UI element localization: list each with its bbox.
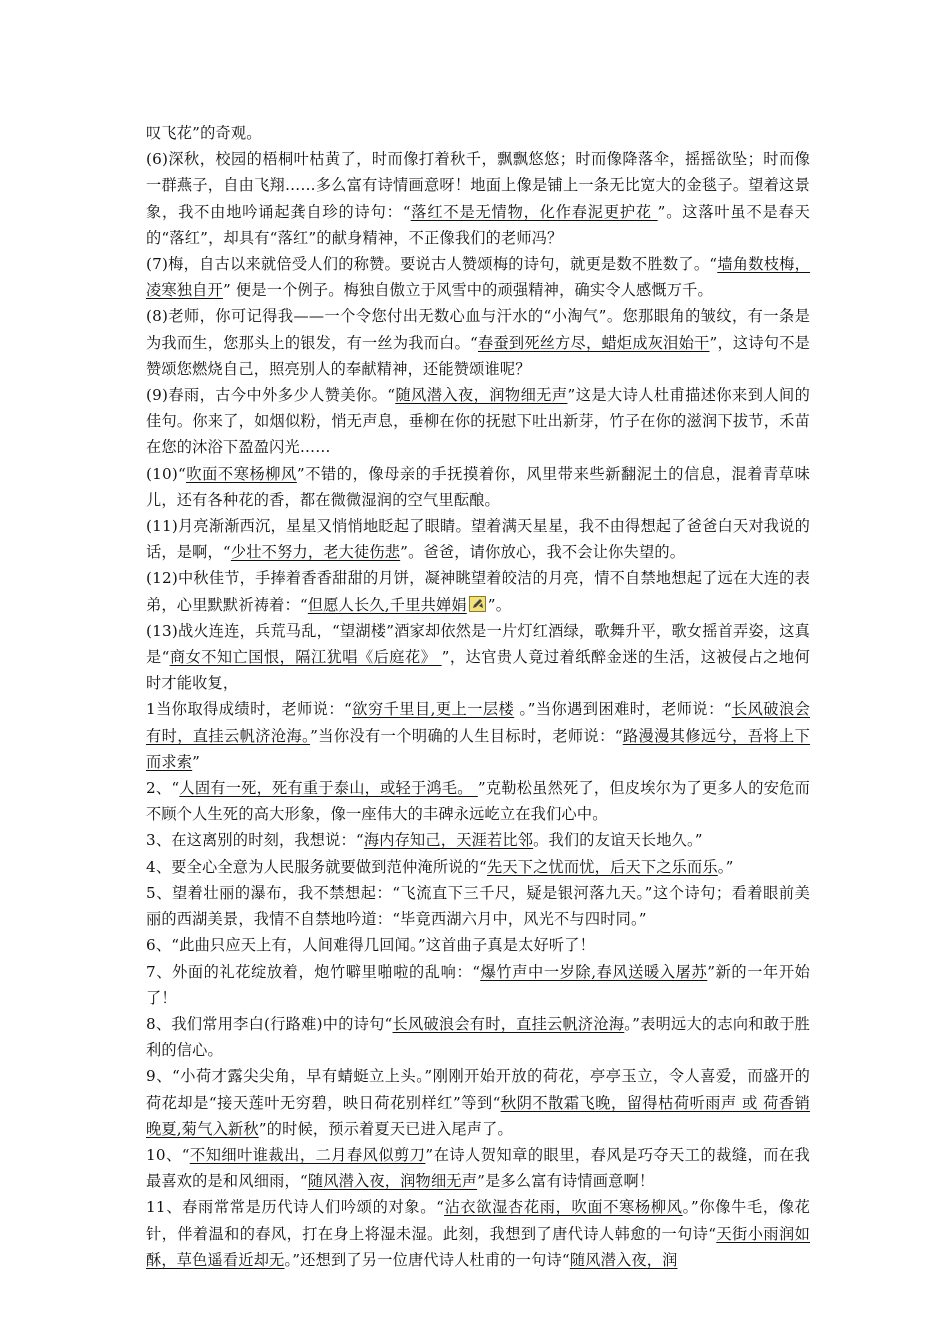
paragraph-q11 bbox=[146, 1194, 810, 1273]
text-run: 1当你取得成绩时，老师说：“ bbox=[146, 700, 353, 719]
document-page bbox=[146, 120, 810, 1273]
underlined-quote: 先天下之忧而忧，后天下之乐而乐 bbox=[486, 857, 718, 876]
text-run: 。”你像牛毛，像花针，伴着温和的春风，打在身上将湿未湿。此刻，我想到了唐代诗人韩愈的一句诗“ bbox=[146, 1198, 811, 1243]
text-run: (10)“ bbox=[146, 464, 186, 483]
underlined-quote: 墙角数枝梅，凌寒独自开 bbox=[146, 255, 811, 300]
text-run: 叹飞花”的奇观。 bbox=[146, 124, 262, 142]
paragraph-q2 bbox=[146, 775, 810, 827]
text-run: (6)深秋，校园的梧桐叶枯黄了，时而像打着秋千，飘飘悠悠；时而像降落伞，摇摇欲坠；时而像一群燕子，自由飞翔……多么富有诗情画意呀！地面上像是铺上一条无比宽大的金毯子。望着这景象，我不由地吟诵起龚自珍的诗句：“ bbox=[146, 150, 810, 221]
underlined-quote: 长风破浪会有时，直挂云帆济沧海 bbox=[392, 1014, 625, 1033]
paragraph-q5 bbox=[146, 880, 810, 932]
underlined-quote: 海内存知己，天涯若比邻 bbox=[363, 831, 534, 850]
paragraph-q1 bbox=[146, 696, 810, 775]
text-run: ”当你没有一个明确的人生目标时，老师说：“ bbox=[310, 726, 623, 745]
text-run: ”的时候，预示着夏天已进入尾声了。 bbox=[258, 1119, 513, 1138]
underlined-quote: 秋阴不散霜飞晚，留得枯荷听雨声 或 荷香销晚夏,菊气入新秋 bbox=[146, 1093, 811, 1138]
text-run: 4、要全心全意为人民服务就要做到范仲淹所说的“ bbox=[146, 857, 487, 876]
text-run: ”。 bbox=[487, 595, 512, 614]
paragraph-p9 bbox=[146, 382, 810, 461]
text-run: 6、“此曲只应天上有，人间难得几回闻。”这首曲子真是太好听了！ bbox=[146, 936, 596, 955]
paragraph-q4 bbox=[146, 854, 810, 880]
paragraph-p6 bbox=[146, 146, 810, 251]
text-run: 3、在这离别的时刻，我想说：“ bbox=[146, 831, 364, 850]
underlined-quote: 商女不知亡国恨，隔江犹唱《后庭花》 bbox=[169, 648, 442, 667]
underlined-quote: 不知细叶谁裁出，二月春风似剪刀 bbox=[189, 1145, 426, 1164]
text-run: 7、外面的礼花绽放着，炮竹噼里啪啦的乱响：“ bbox=[146, 962, 481, 981]
text-run: (12)中秋佳节，手捧着香香甜甜的月饼，凝神眺望着皎洁的月亮，情不自禁地想起了远在大连的表弟，心里默默祈祷着：“ bbox=[146, 569, 810, 614]
text-run: ”。这落叶虽不是春天的“落红”，却具有“落红”的献身精神，不正像我们的老师冯？ bbox=[146, 202, 810, 247]
underlined-quote: 随风潜入夜，润物细无声 bbox=[307, 1172, 478, 1191]
text-run: ” 便是一个例子。梅独自傲立于风雪中的顽强精神，确实令人感慨万千。 bbox=[222, 281, 713, 300]
paragraph-p7 bbox=[146, 251, 810, 303]
paragraph-p10 bbox=[146, 461, 810, 513]
text-run: (7)梅，自古以来就倍受人们的称赞。要说古人赞颂梅的诗句，就更是数不胜数了。“ bbox=[146, 255, 718, 274]
text-run: 。我们的友谊天长地久。” bbox=[533, 831, 703, 850]
paragraph-q7 bbox=[146, 959, 810, 1011]
paragraph-p0 bbox=[146, 120, 810, 146]
underlined-quote: 天街小雨润如酥，草色遥看近却无 bbox=[146, 1224, 810, 1269]
paragraph-q3 bbox=[146, 827, 810, 853]
text-run: ”，达官贵人竟过着纸醉金迷的生活，这被侵占之地何时才能收复， bbox=[146, 648, 810, 693]
text-run: ” bbox=[192, 752, 201, 771]
text-run: ”这是大诗人杜甫描述你来到人间的佳句。你来了，如烟似粉，悄无声息，垂柳在你的抚慰下吐出新芽，竹子在你的滋润下拔节，禾苗在您的沐浴下盈盈闪光…… bbox=[146, 386, 810, 457]
edit-icon[interactable] bbox=[469, 596, 486, 612]
underlined-quote: 少壮不努力，老大徒伤悲 bbox=[230, 543, 401, 562]
text-run: ”。爸爸，请你放心，我不会让你失望的。 bbox=[400, 543, 686, 562]
text-run: ”新的一年开始了！ bbox=[146, 962, 811, 1007]
text-run: 。”还想到了另一位唐代诗人杜甫的一句诗“ bbox=[284, 1250, 570, 1269]
text-run: ”在诗人贺知章的眼里，春风是巧夺天工的裁缝，而在我最喜欢的是和风细雨，“ bbox=[146, 1145, 811, 1191]
underlined-quote: 路漫漫其修远兮，吾将上下而求索 bbox=[146, 726, 810, 771]
text-run: 5、望着壮丽的瀑布，我不禁想起：“飞流直下三千尺，疑是银河落九天。”这个诗句；看着眼前美丽的西湖美景，我情不自禁地吟道：“毕竟西湖六月中，风光不与四时同。” bbox=[146, 883, 810, 929]
underlined-quote: 落红不是无情物，化作春泥更护花 bbox=[410, 202, 658, 221]
paragraph-p8 bbox=[146, 303, 810, 382]
underlined-quote: 但愿人长久,千里共婵娟 bbox=[307, 595, 467, 614]
text-run: 10、“ bbox=[146, 1145, 190, 1164]
underlined-quote: 吹面不寒杨柳风 bbox=[185, 464, 297, 483]
text-run: 9、“小荷才露尖尖角，早有蜻蜓立上头。”刚刚开始开放的荷花，亭亭玉立，令人喜爱，而盛开的荷花却是“接天莲叶无穷碧，映日荷花别样红”等到“ bbox=[146, 1067, 810, 1112]
text-run: ”克勒松虽然死了，但皮埃尔为了更多人的安危而不顾个人生死的高大形象，像一座伟大的丰碑永远屹立在我们心中。 bbox=[146, 779, 811, 824]
text-run: 2、“ bbox=[146, 779, 180, 798]
text-run: 。” bbox=[717, 857, 734, 876]
underlined-quote: 长风破浪会有时，直挂云帆济沧海。 bbox=[146, 700, 811, 745]
underlined-quote: 爆竹声中一岁除,春风送暖入屠苏 bbox=[480, 962, 708, 981]
paragraph-p12 bbox=[146, 565, 810, 617]
text-run: (13)战火连连，兵荒马乱，“望湖楼”酒家却依然是一片灯红酒绿，歌舞升平，歌女摇首弄姿，这真是“ bbox=[146, 621, 810, 667]
text-run: 8、我们常用李白(行路难)中的诗句“ bbox=[146, 1014, 393, 1033]
text-run: 。”当你遇到困难时，老师说：“ bbox=[514, 700, 732, 719]
paragraph-q10 bbox=[146, 1142, 810, 1194]
text-run: ”是多么富有诗情画意啊！ bbox=[477, 1172, 655, 1191]
paragraph-p13 bbox=[146, 618, 810, 697]
paragraph-q9 bbox=[146, 1063, 810, 1142]
underlined-quote: 随风潜入夜，润物细无声 bbox=[395, 386, 568, 405]
text-run: (8)老师，你可记得我——一个令您付出无数心血与汗水的“小淘气”。您那眼角的皱纹，有一条是为我而生，您那头上的银发，有一丝为我而白。“ bbox=[146, 307, 810, 352]
underlined-quote: 人固有一死，死有重于泰山，或轻于鸿毛。 bbox=[179, 779, 478, 798]
text-run: (11)月亮渐渐西沉，星星又悄悄地眨起了眼睛。望着满天星星，我不由得想起了爸爸白天对我说的话，是啊，“ bbox=[146, 517, 810, 562]
underlined-quote: 随风潜入夜，润 bbox=[569, 1250, 678, 1269]
text-run: ”不错的，像母亲的手抚摸着你，风里带来些新翻泥土的信息，混着青草味儿，还有各种花的香，都在微微湿润的空气里酝酿。 bbox=[146, 464, 810, 509]
text-run: ”，这诗句不是赞颂您燃烧自己，照亮别人的奉献精神，还能赞颂谁呢？ bbox=[146, 333, 811, 378]
underlined-quote: 沾衣欲湿杏花雨，吹面不寒杨柳风 bbox=[444, 1198, 683, 1217]
paragraph-q8 bbox=[146, 1011, 810, 1063]
paragraph-p11 bbox=[146, 513, 810, 565]
text-run: 11、春雨常常是历代诗人们吟颂的对象。“ bbox=[146, 1198, 445, 1217]
text-run: (9)春雨，古今中外多少人赞美你。“ bbox=[146, 386, 396, 405]
text-run: 。”表明远大的志向和敢于胜利的信心。 bbox=[146, 1014, 811, 1060]
paragraph-q6 bbox=[146, 932, 810, 958]
underlined-quote: 欲穷千里目,更上一层楼 bbox=[352, 700, 515, 719]
underlined-quote: 春蚕到死丝方尽，蜡炬成灰泪始干 bbox=[477, 333, 710, 352]
